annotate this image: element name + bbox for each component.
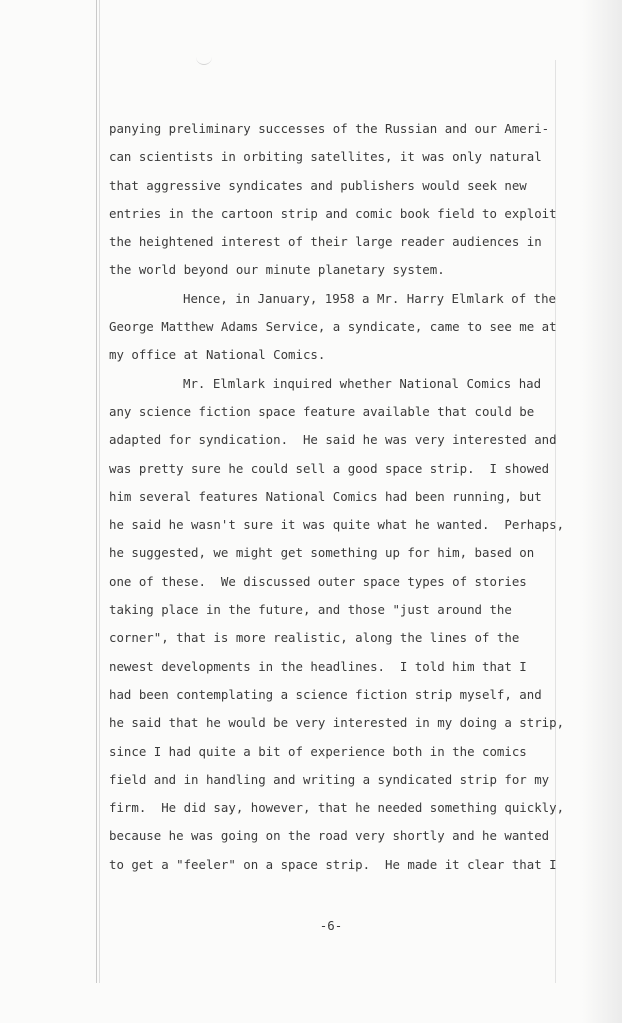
paragraph-start-line: Mr. Elmlark inquired whether National Comics had [183,375,542,391]
text-line: newest developments in the headlines. I told him that I [109,658,527,674]
page-number: -6- [319,918,343,933]
text-line: he suggested, we might get something up for him, based on [109,545,535,561]
text-line: he said that he would be very interested in my doing a strip, [109,715,565,731]
text-line: to get a "feeler" on a space strip. He made it clear that I [109,856,557,872]
paragraph-start-line: Hence, in January, 1958 a Mr. Harry Elmlark of the [183,290,556,306]
text-line: my office at National Comics. [109,347,326,363]
left-margin-rule-inner [99,0,100,983]
text-line: the world beyond our minute planetary system. [109,262,445,278]
text-line: was pretty sure he could sell a good space strip. I showed [109,460,550,476]
body-text [109,115,565,879]
text-line: field and in handling and writing a syndicated strip for my [109,771,550,787]
text-line: taking place in the future, and those "just around the [109,602,512,618]
text-line: since I had quite a bit of experience both in the comics [109,743,527,759]
text-line: any science fiction space feature available that could be [109,403,535,419]
text-line: the heightened interest of their large reader audiences in [109,234,542,250]
text-line: George Matthew Adams Service, a syndicate, came to see me at [109,319,557,335]
text-line: he said he wasn't sure it was quite what he wanted. Perhaps, [109,517,565,533]
text-line: that aggressive syndicates and publishers would seek new [109,177,527,193]
text-line: firm. He did say, however, that he needed something quickly, [109,800,565,816]
text-line: can scientists in orbiting satellites, it was only natural [109,149,542,165]
text-line: one of these. We discussed outer space types of stories [109,573,527,589]
text-line: entries in the cartoon strip and comic book field to exploit [109,205,557,221]
text-line: because he was going on the road very shortly and he wanted [109,828,550,844]
text-line: had been contemplating a science fiction strip myself, and [109,686,542,702]
text-line: corner", that is more realistic, along the lines of the [109,630,520,646]
text-line: him several features National Comics had been running, but [109,488,542,504]
left-margin-rule [96,0,97,983]
text-line: adapted for syndication. He said he was very interested and [109,432,557,448]
paper-mark [196,52,212,65]
page-edge-shadow [582,0,622,1023]
text-line: panying preliminary successes of the Russian and our Ameri- [109,121,550,136]
